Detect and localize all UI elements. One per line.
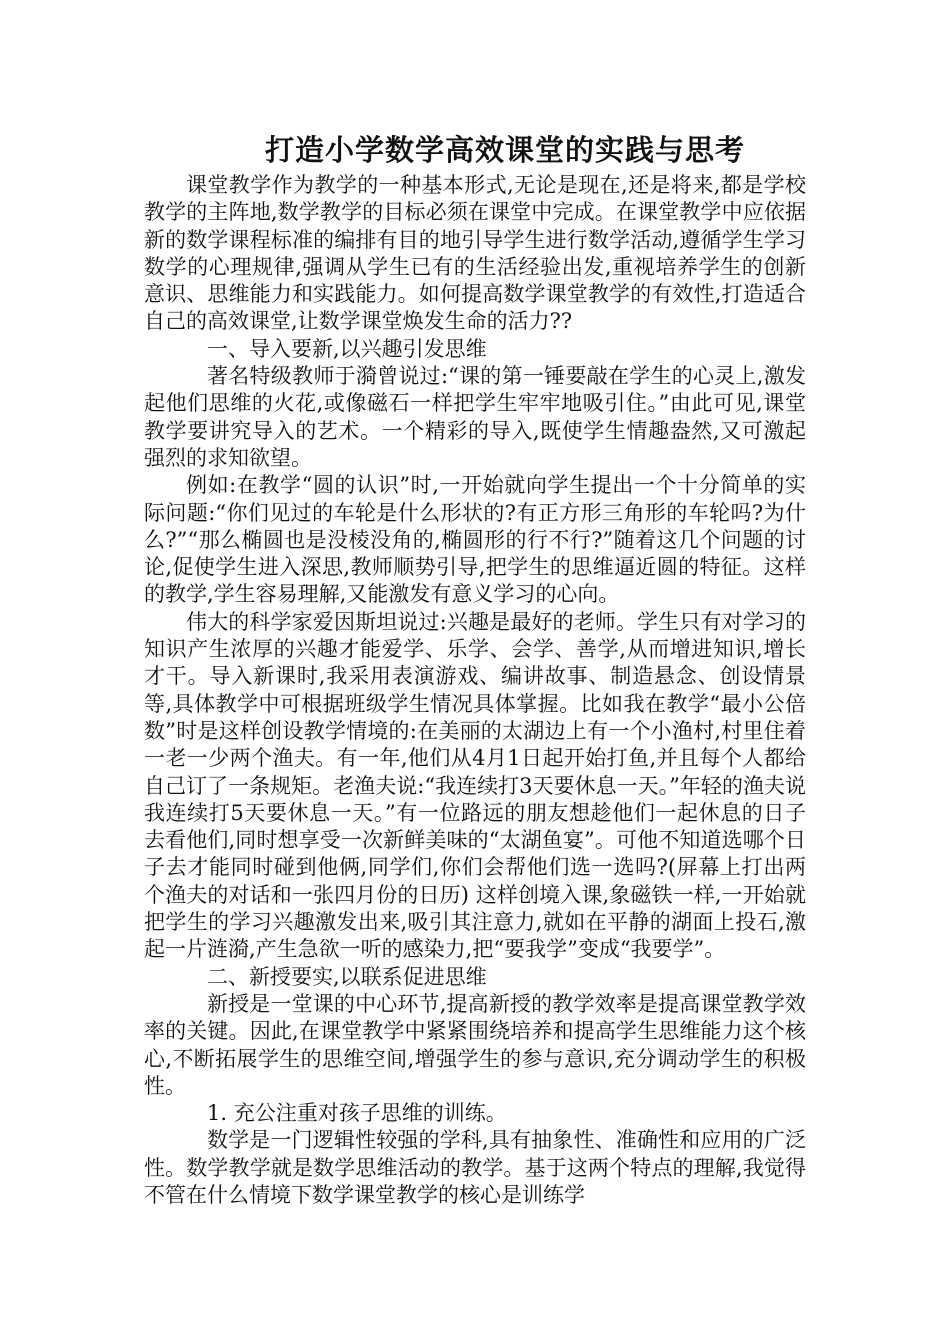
- paragraph: 著名特级教师于漪曾说过:“课的第一锤要敲在学生的心灵上,激发起他们思维的火花,或像磁石一样把学生牢牢地吸引住。”由此可见,课堂教学要讲究导入的艺术。一个精彩的导入,既使学生情趣盎然,又可激起强烈的求知欲望。: [144, 364, 806, 470]
- paragraph: 新授是一堂课的中心环节,提高新授的教学效率是提高课堂教学效率的关键。因此,在课堂教学中紧紧围绕培养和提高学生思维能力这个核心,不断拓展学生的思维空间,增强学生的参与意识,充分调动学生的积极性。: [144, 991, 806, 1098]
- section-heading-2: 二、新授要实,以联系促进思维: [207, 964, 487, 989]
- paragraph-intro: 课堂教学作为教学的一种基本形式,无论是现在,还是将来,都是学校教学的主阵地,数学教学的目标必须在课堂中完成。在课堂教学中应依据新的数学课程标准的编排有目的地引导学生进行数学活动,遵循学生学习数学的心理规律,强调从学生已有的生活经验出发,重视培养学生的创新意识、思维能力和实践能力。如何提高数学课堂教学的有效性,打造适合自己的高效课堂,让数学课堂焕发生命的活力??: [144, 173, 806, 334]
- paragraph: 伟大的科学家爱因斯坦说过:兴趣是最好的老师。学生只有对学习的知识产生浓厚的兴趣才能爱学、乐学、会学、善学,从而增进知识,增长才干。导入新课时,我采用表演游戏、编讲故事、制造悬念、创设情景等,具体教学中可根据班级学生情况具体掌握。比如我在教学“最小公倍数”时是这样创设教学情境的:在美丽的太湖边上有一个小渔村,村里住着一老一少两个渔夫。有一年,他们从4月1日起开始打鱼,并且每个人都给自己订了一条规矩。老渔夫说:“我连续打3天要休息一天。”年轻的渔夫说我连续打5天要休息一天。”有一位路远的朋友想趁他们一起休息的日子去看他们,同时想享受一次新鲜美味的“太湖鱼宴”。可他不知道选哪个日子去才能同时碰到他俩,同学们,你们会帮他们选一选吗?(屏幕上打出两个渔夫的对话和一张四月份的日历) 这样创境入课,象磁铁一样,一开始就把学生的学习兴趣激发出来,吸引其注意力,就如在平静的湖面上投石,激起一片涟漪,产生急欲一听的感染力,把“要我学”变成“我要学”。: [144, 609, 806, 962]
- section-heading-1: 一、导入要新,以兴趣引发思维: [207, 336, 487, 361]
- paragraph: 数学是一门逻辑性较强的学科,具有抽象性、准确性和应用的广泛性。数学教学就是数学思维活动的教学。基于这两个特点的理解,我觉得不管在什么情境下数学课堂教学的核心是训练学: [144, 1128, 806, 1207]
- document-title: 打造小学数学高效课堂的实践与思考: [264, 133, 745, 167]
- sub-heading-1: 1. 充公注重对孩子思维的训练。: [207, 1101, 507, 1126]
- document-body: [144, 172, 806, 1209]
- paragraph: 例如:在教学“圆的认识”时,一开始就向学生提出一个十分简单的实际问题:“你们见过的车轮是什么形状的?有正方形三角形的车轮吗?为什么?”“那么椭圆也是没棱没角的,椭圆形的行不行?”随着这几个问题的讨论,促使学生进入深思,教师顺势引导,把学生的思维逼近圆的特征。这样的教学,学生容易理解,又能激发有意义学习的心向。: [144, 473, 806, 607]
